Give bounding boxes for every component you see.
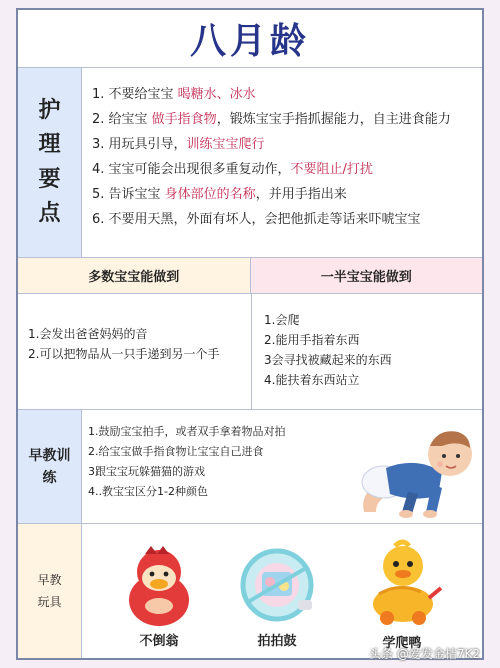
care-section bbox=[18, 68, 482, 258]
ability-item: 1.会爬 bbox=[264, 313, 300, 327]
care-list bbox=[82, 68, 482, 257]
ability-item: 3会寻找被藏起来的东西 bbox=[264, 353, 392, 367]
ability-item: 4.能扶着东西站立 bbox=[264, 373, 360, 387]
care-item: 2. 给宝宝 做手指食物，锻炼宝宝手指抓握能力，自主进食能力 bbox=[92, 112, 451, 127]
ability-item: 1.会发出爸爸妈妈的音 bbox=[28, 327, 148, 341]
care-item: 5. 告诉宝宝 身体部位的名称，并用手指出来 bbox=[92, 187, 347, 202]
care-item: 6. 不要用天黑，外面有坏人，会把他抓走等话来吓唬宝宝 bbox=[92, 212, 421, 227]
page-title: 八月龄 bbox=[18, 10, 482, 68]
education-item: 1.鼓励宝宝拍手，或者双手拿着物品对拍 bbox=[88, 425, 286, 438]
care-label bbox=[18, 68, 82, 257]
toys-section bbox=[18, 524, 482, 658]
most-babies-header: 多数宝宝能做到 bbox=[18, 258, 251, 293]
toy-item bbox=[222, 542, 332, 649]
crawling-baby-icon bbox=[346, 416, 476, 520]
education-item: 2.给宝宝做手指食物让宝宝自己进食 bbox=[88, 445, 264, 458]
half-babies-header: 一半宝宝能做到 bbox=[251, 258, 483, 293]
toy-name: 学爬鸭 bbox=[382, 636, 422, 651]
education-item: 4..教宝宝区分1-2种颜色 bbox=[88, 485, 208, 498]
ability-body bbox=[18, 294, 482, 410]
care-label-char: 理 bbox=[38, 132, 61, 158]
toys-area bbox=[82, 524, 482, 658]
half-babies-list bbox=[252, 294, 482, 409]
ability-header bbox=[18, 258, 482, 294]
care-item: 3. 用玩具引导，训练宝宝爬行 bbox=[92, 137, 265, 152]
toy-item bbox=[342, 538, 462, 651]
toy-name: 拍拍鼓 bbox=[257, 634, 297, 649]
most-babies-list bbox=[18, 294, 252, 409]
tumbler-duck-icon bbox=[121, 544, 197, 628]
education-label: 早教训 练 bbox=[18, 410, 82, 523]
watermark: 头条 @爱发金桔7K2 bbox=[369, 647, 480, 661]
care-item: 1. 不要给宝宝 喝糖水、冰水 bbox=[92, 87, 256, 102]
ability-item: 2.能用手指着东西 bbox=[264, 333, 360, 347]
care-label-char: 要 bbox=[38, 166, 61, 192]
care-item: 4. 宝宝可能会出现很多重复动作，不要阻止/打扰 bbox=[92, 162, 373, 177]
drum-icon bbox=[234, 542, 320, 628]
care-label-char: 护 bbox=[38, 98, 61, 124]
care-label-char: 点 bbox=[38, 200, 61, 226]
toy-name: 不倒翁 bbox=[139, 634, 179, 649]
parenting-card bbox=[16, 8, 484, 660]
education-section bbox=[18, 410, 482, 524]
toy-item bbox=[104, 544, 214, 649]
education-item: 3跟宝宝玩躲猫猫的游戏 bbox=[88, 465, 205, 478]
toys-label: 早教 玩具 bbox=[18, 524, 82, 658]
ability-item: 2.可以把物品从一只手递到另一个手 bbox=[28, 347, 220, 361]
crawling-duck-icon bbox=[359, 538, 445, 630]
